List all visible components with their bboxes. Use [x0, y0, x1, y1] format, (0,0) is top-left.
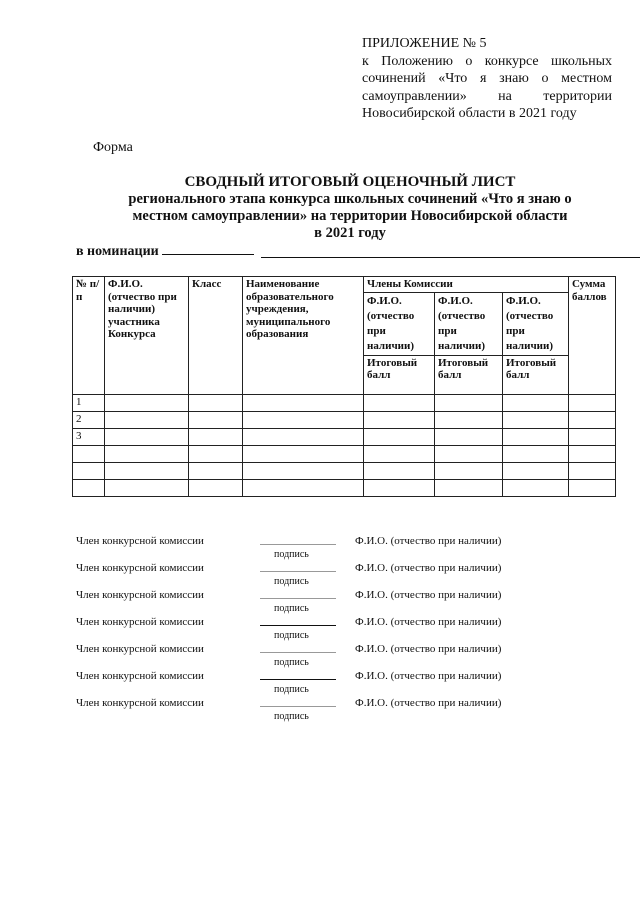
- signature-caption: подпись: [274, 549, 309, 560]
- cell-class[interactable]: [189, 462, 243, 479]
- signature-role: Член конкурсной комиссии: [76, 616, 204, 628]
- cell-sum[interactable]: [569, 445, 616, 462]
- cell-score[interactable]: [435, 462, 503, 479]
- appendix-block: [362, 35, 612, 123]
- appendix-line-3: сочинений «Что я знаю о местном: [362, 71, 612, 86]
- member-score-3: Итоговый балл: [503, 355, 569, 394]
- cell-sum[interactable]: [569, 479, 616, 496]
- cell-fio[interactable]: [105, 445, 189, 462]
- signature-line[interactable]: [260, 571, 336, 572]
- signature-role: Член конкурсной комиссии: [76, 535, 204, 547]
- table-row: [73, 411, 616, 428]
- signature-fio: Ф.И.О. (отчество при наличии): [355, 643, 502, 655]
- cell-score[interactable]: [435, 411, 503, 428]
- cell-fio[interactable]: [105, 462, 189, 479]
- header-org: Наименование образовательного учреждения, муниципального образования: [243, 277, 364, 395]
- signature-fio: Ф.И.О. (отчество при наличии): [355, 697, 502, 709]
- signature-fio: Ф.И.О. (отчество при наличии): [355, 535, 502, 547]
- cell-org[interactable]: [243, 411, 364, 428]
- row-number: [73, 462, 105, 479]
- cell-org[interactable]: [243, 394, 364, 411]
- appendix-line-4: самоуправлении» на территории: [362, 88, 612, 104]
- signature-line[interactable]: [260, 679, 336, 680]
- cell-class[interactable]: [189, 394, 243, 411]
- cell-score[interactable]: [503, 445, 569, 462]
- cell-org[interactable]: [243, 479, 364, 496]
- signature-role: Член конкурсной комиссии: [76, 562, 204, 574]
- cell-score[interactable]: [364, 479, 435, 496]
- member-score-2: Итоговый балл: [435, 355, 503, 394]
- cell-score[interactable]: [435, 428, 503, 445]
- nomination-field[interactable]: [162, 242, 254, 255]
- cell-class[interactable]: [189, 411, 243, 428]
- cell-org[interactable]: [243, 428, 364, 445]
- cell-org[interactable]: [243, 445, 364, 462]
- document-title: [60, 174, 640, 242]
- cell-score[interactable]: [435, 394, 503, 411]
- appendix-title: ПРИЛОЖЕНИЕ № 5: [362, 36, 487, 51]
- signature-caption: подпись: [274, 603, 309, 614]
- cell-score[interactable]: [435, 479, 503, 496]
- cell-score[interactable]: [364, 411, 435, 428]
- table-row: [73, 479, 616, 496]
- signature-line[interactable]: [260, 706, 336, 707]
- cell-score[interactable]: [503, 462, 569, 479]
- row-number: [73, 445, 105, 462]
- member-fio-2: Ф.И.О. (отчество при наличии): [435, 292, 503, 355]
- cell-score[interactable]: [364, 462, 435, 479]
- row-number: 2: [73, 411, 105, 428]
- member-fio-1: Ф.И.О. (отчество при наличии): [364, 292, 435, 355]
- cell-class[interactable]: [189, 445, 243, 462]
- signature-caption: подпись: [274, 684, 309, 695]
- cell-score[interactable]: [364, 394, 435, 411]
- member-score-1: Итоговый балл: [364, 355, 435, 394]
- table-row: [73, 394, 616, 411]
- row-number: 3: [73, 428, 105, 445]
- cell-sum[interactable]: [569, 428, 616, 445]
- cell-fio[interactable]: [105, 394, 189, 411]
- header-members: Члены Комиссии: [364, 277, 569, 293]
- cell-class[interactable]: [189, 428, 243, 445]
- cell-score[interactable]: [435, 445, 503, 462]
- signature-caption: подпись: [274, 657, 309, 668]
- cell-score[interactable]: [503, 411, 569, 428]
- signature-caption: подпись: [274, 630, 309, 641]
- signature-caption: подпись: [274, 576, 309, 587]
- cell-score[interactable]: [503, 479, 569, 496]
- header-class: Класс: [189, 277, 243, 395]
- row-number: [73, 479, 105, 496]
- title-line-4: в 2021 году: [314, 225, 386, 241]
- cell-score[interactable]: [364, 428, 435, 445]
- nomination-label: в номинации: [76, 244, 159, 259]
- header-row-1: [73, 277, 616, 293]
- signature-fio: Ф.И.О. (отчество при наличии): [355, 616, 502, 628]
- nomination-row: [76, 242, 254, 260]
- header-num: № п/п: [73, 277, 105, 395]
- signature-line[interactable]: [260, 598, 336, 599]
- signature-line[interactable]: [260, 652, 336, 653]
- cell-score[interactable]: [503, 428, 569, 445]
- signature-line[interactable]: [260, 625, 336, 626]
- cell-sum[interactable]: [569, 462, 616, 479]
- cell-fio[interactable]: [105, 428, 189, 445]
- title-line-1: СВОДНЫЙ ИТОГОВЫЙ ОЦЕНОЧНЫЙ ЛИСТ: [184, 174, 516, 190]
- table-row: [73, 445, 616, 462]
- signature-fio: Ф.И.О. (отчество при наличии): [355, 562, 502, 574]
- signature-role: Член конкурсной комиссии: [76, 670, 204, 682]
- header-sum: Сумма баллов: [569, 277, 616, 395]
- signature-fio: Ф.И.О. (отчество при наличии): [355, 589, 502, 601]
- header-fio: Ф.И.О. (отчество при наличии) участника Конкурса: [105, 277, 189, 395]
- signature-line[interactable]: [260, 544, 336, 545]
- score-table: [72, 276, 616, 497]
- title-line-2: регионального этапа конкурса школьных сочинений «Что я знаю о: [128, 191, 572, 207]
- row-number: 1: [73, 394, 105, 411]
- cell-class[interactable]: [189, 479, 243, 496]
- appendix-line-5: Новосибирской области в 2021 году: [362, 106, 577, 121]
- signature-role: Член конкурсной комиссии: [76, 643, 204, 655]
- signature-role: Член конкурсной комиссии: [76, 697, 204, 709]
- cell-sum[interactable]: [569, 394, 616, 411]
- appendix-line-2: к Положению о конкурсе школьных: [362, 53, 612, 69]
- member-fio-3: Ф.И.О. (отчество при наличии): [503, 292, 569, 355]
- cell-fio[interactable]: [105, 411, 189, 428]
- cell-fio[interactable]: [105, 479, 189, 496]
- cell-score[interactable]: [364, 445, 435, 462]
- title-line-3: местном самоуправлении» на территории Новосибирской области: [132, 208, 568, 224]
- table-row: [73, 462, 616, 479]
- cell-score[interactable]: [503, 394, 569, 411]
- signature-caption: подпись: [274, 711, 309, 722]
- form-label: Форма: [93, 140, 133, 155]
- cell-org[interactable]: [243, 462, 364, 479]
- nomination-underline: [261, 257, 640, 258]
- cell-sum[interactable]: [569, 411, 616, 428]
- table-row: [73, 428, 616, 445]
- signature-fio: Ф.И.О. (отчество при наличии): [355, 670, 502, 682]
- signature-role: Член конкурсной комиссии: [76, 589, 204, 601]
